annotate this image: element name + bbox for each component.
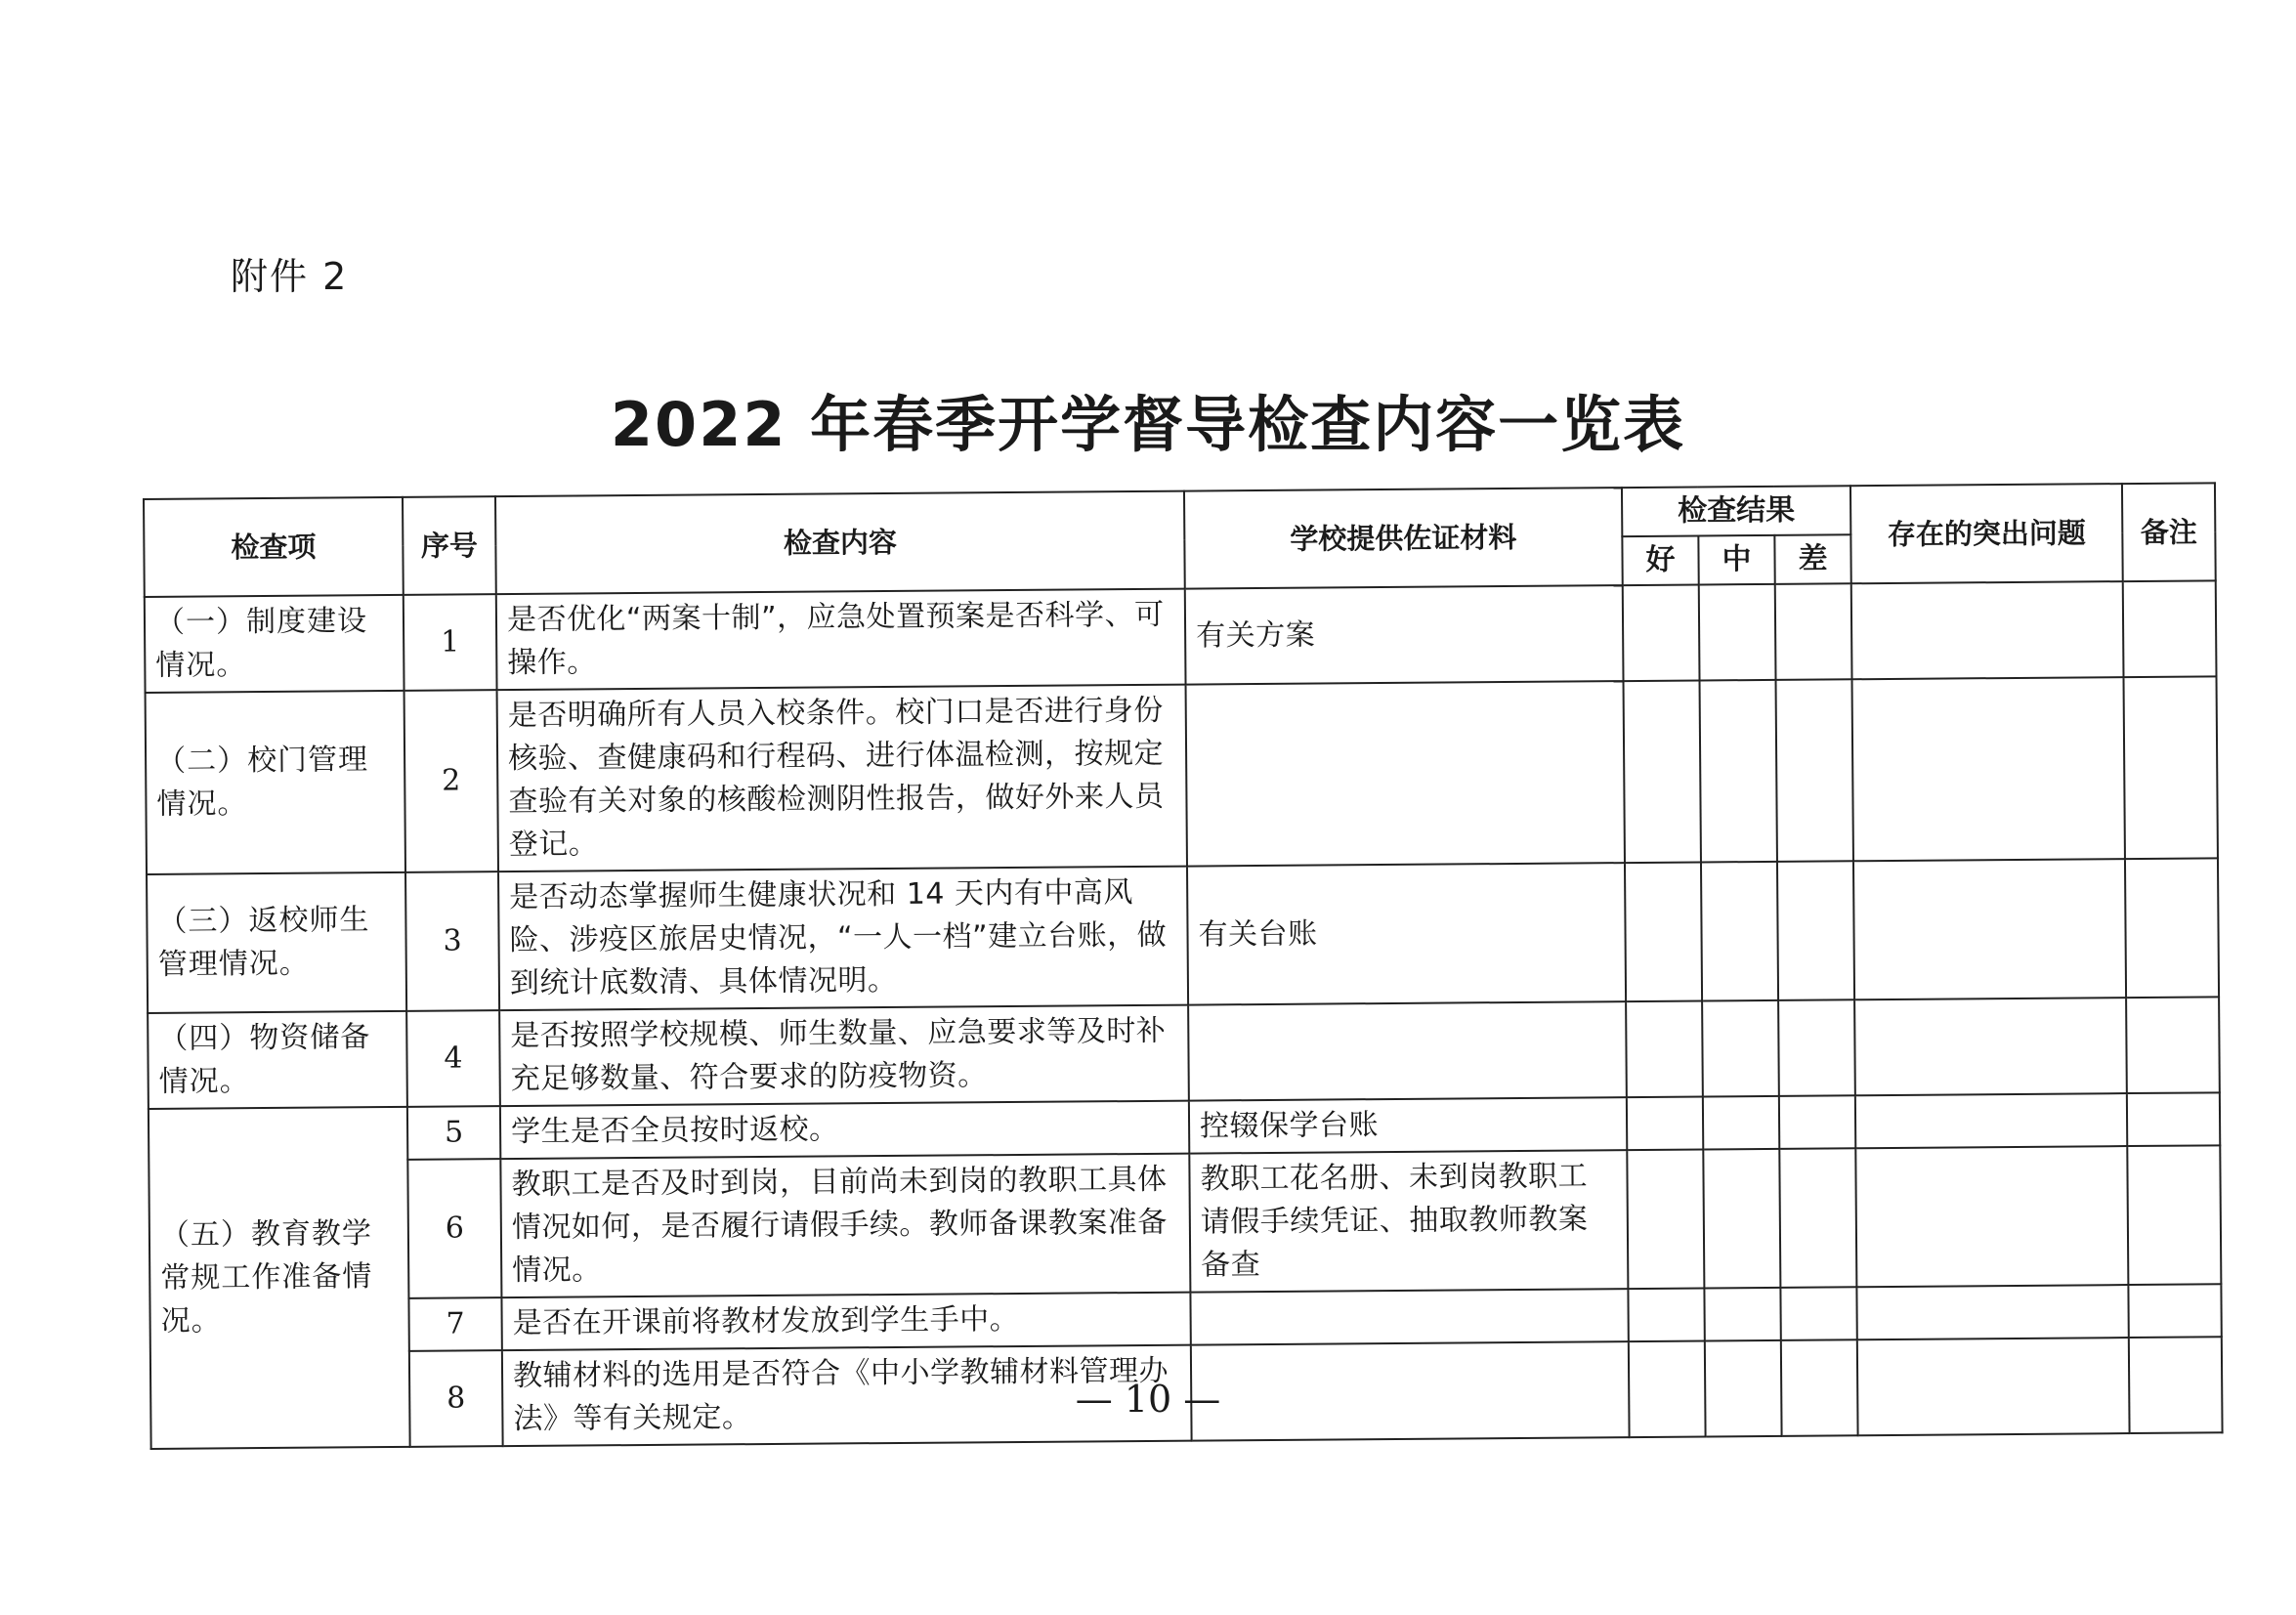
result-poor-cell[interactable]: [1779, 1095, 1855, 1149]
header-result: 检查结果: [1622, 486, 1850, 536]
seq-cell: 3: [405, 871, 499, 1011]
attachment-label: 附件 2: [231, 255, 349, 298]
result-medium-cell[interactable]: [1703, 1149, 1780, 1289]
header-notes: 备注: [2122, 483, 2216, 581]
inspection-table-wrapper: [143, 482, 2224, 1450]
result-poor-cell[interactable]: [1775, 583, 1852, 680]
evidence-cell: [1186, 681, 1625, 867]
result-good-cell[interactable]: [1626, 1000, 1703, 1097]
category-cell: （五）教育教学常规工作准备情况。: [149, 1107, 410, 1449]
result-medium-cell[interactable]: [1704, 1288, 1780, 1341]
evidence-cell: 有关台账: [1187, 863, 1626, 1005]
header-good: 好: [1622, 535, 1698, 585]
notes-cell[interactable]: [2127, 1145, 2221, 1285]
notes-cell[interactable]: [2123, 580, 2217, 677]
seq-cell: 4: [406, 1010, 500, 1107]
result-medium-cell[interactable]: [1703, 1096, 1779, 1150]
content-cell: 是否按照学校规模、师生数量、应急要求等及时补充足够数量、符合要求的防疫物资。: [499, 1005, 1189, 1107]
result-poor-cell[interactable]: [1778, 999, 1855, 1096]
table-row: [146, 676, 2218, 874]
header-seq: 序号: [403, 496, 496, 595]
result-poor-cell[interactable]: [1780, 1287, 1856, 1340]
content-cell: 是否明确所有人员入校条件。校门口是否进行身份核验、查健康码和行程码、进行体温检测，按规定查验有关对象的核酸检测阴性报告，做好外来人员登记。: [497, 685, 1187, 872]
table-row: [149, 1145, 2221, 1300]
header-medium: 中: [1698, 535, 1774, 585]
header-issues: 存在的突出问题: [1850, 484, 2123, 583]
result-poor-cell[interactable]: [1779, 1148, 1856, 1288]
seq-cell: 7: [408, 1297, 501, 1351]
content-cell: 学生是否全员按时返校。: [500, 1101, 1189, 1160]
page-number: — 10 —: [1075, 1378, 1221, 1421]
result-good-cell[interactable]: [1627, 1149, 1704, 1289]
issues-cell[interactable]: [1856, 1285, 2128, 1339]
table-row: [147, 858, 2219, 1013]
table-row: [148, 997, 2220, 1109]
issues-cell[interactable]: [1852, 677, 2125, 861]
notes-cell[interactable]: [2128, 1284, 2221, 1338]
category-cell: （二）校门管理情况。: [146, 691, 405, 874]
result-medium-cell[interactable]: [1701, 862, 1778, 1001]
content-cell: 是否动态掌握师生健康状况和 14 天内有中高风险、涉疫区旅居史情况，“一人一档”建立台账，做到统计底数清、具体情况明。: [498, 867, 1188, 1011]
document-title: 2022 年春季开学督导检查内容一览表: [610, 389, 1686, 460]
seq-cell: 5: [407, 1106, 500, 1160]
table-row: [145, 580, 2217, 693]
issues-cell[interactable]: [1854, 998, 2127, 1095]
category-cell: （四）物资储备情况。: [148, 1011, 407, 1109]
result-good-cell[interactable]: [1627, 1096, 1703, 1150]
seq-cell: 6: [407, 1159, 501, 1298]
content-cell: 是否在开课前将教材发放到学生手中。: [501, 1293, 1190, 1351]
result-poor-cell[interactable]: [1776, 679, 1853, 862]
notes-cell[interactable]: [2126, 997, 2220, 1093]
result-medium-cell[interactable]: [1699, 584, 1776, 681]
category-cell: （一）制度建设情况。: [145, 595, 404, 693]
issues-cell[interactable]: [1851, 581, 2124, 679]
result-good-cell[interactable]: [1623, 584, 1700, 681]
header-content: 检查内容: [495, 491, 1185, 595]
issues-cell[interactable]: [1855, 1093, 2127, 1148]
content-cell: 是否优化“两案十制”，应急处置预案是否科学、可操作。: [496, 589, 1186, 691]
seq-cell: 8: [409, 1350, 503, 1447]
notes-cell[interactable]: [2124, 676, 2218, 859]
seq-cell: 2: [404, 690, 498, 872]
evidence-cell: 控辍保学台账: [1189, 1097, 1627, 1154]
header-item: 检查项: [144, 497, 404, 597]
result-good-cell[interactable]: [1624, 680, 1701, 863]
content-cell: 教辅材料的选用是否符合《中小学教辅材料管理办法》等有关规定。: [502, 1345, 1192, 1447]
result-medium-cell[interactable]: [1702, 1000, 1779, 1097]
issues-cell[interactable]: [1855, 1146, 2128, 1287]
evidence-cell: [1188, 1001, 1627, 1101]
issues-cell[interactable]: [1853, 859, 2126, 999]
notes-cell[interactable]: [2127, 1092, 2220, 1146]
result-good-cell[interactable]: [1625, 862, 1702, 1001]
header-evidence: 学校提供佐证材料: [1184, 488, 1623, 589]
evidence-cell: [1190, 1289, 1628, 1345]
evidence-cell: 有关方案: [1185, 585, 1624, 685]
notes-cell[interactable]: [2125, 858, 2219, 998]
result-poor-cell[interactable]: [1777, 861, 1854, 1000]
seq-cell: 1: [404, 594, 497, 691]
content-cell: 教职工是否及时到岗，目前尚未到岗的教职工具体情况如何，是否履行请假手续。教师备课教案准备情况。: [500, 1154, 1190, 1298]
result-medium-cell[interactable]: [1700, 680, 1777, 863]
header-poor: 差: [1774, 534, 1850, 584]
inspection-table: [143, 482, 2224, 1450]
result-good-cell[interactable]: [1628, 1288, 1704, 1341]
category-cell: （三）返校师生管理情况。: [147, 872, 406, 1013]
evidence-cell: 教职工花名册、未到岗教职工请假手续凭证、抽取教师教案备查: [1189, 1150, 1628, 1293]
